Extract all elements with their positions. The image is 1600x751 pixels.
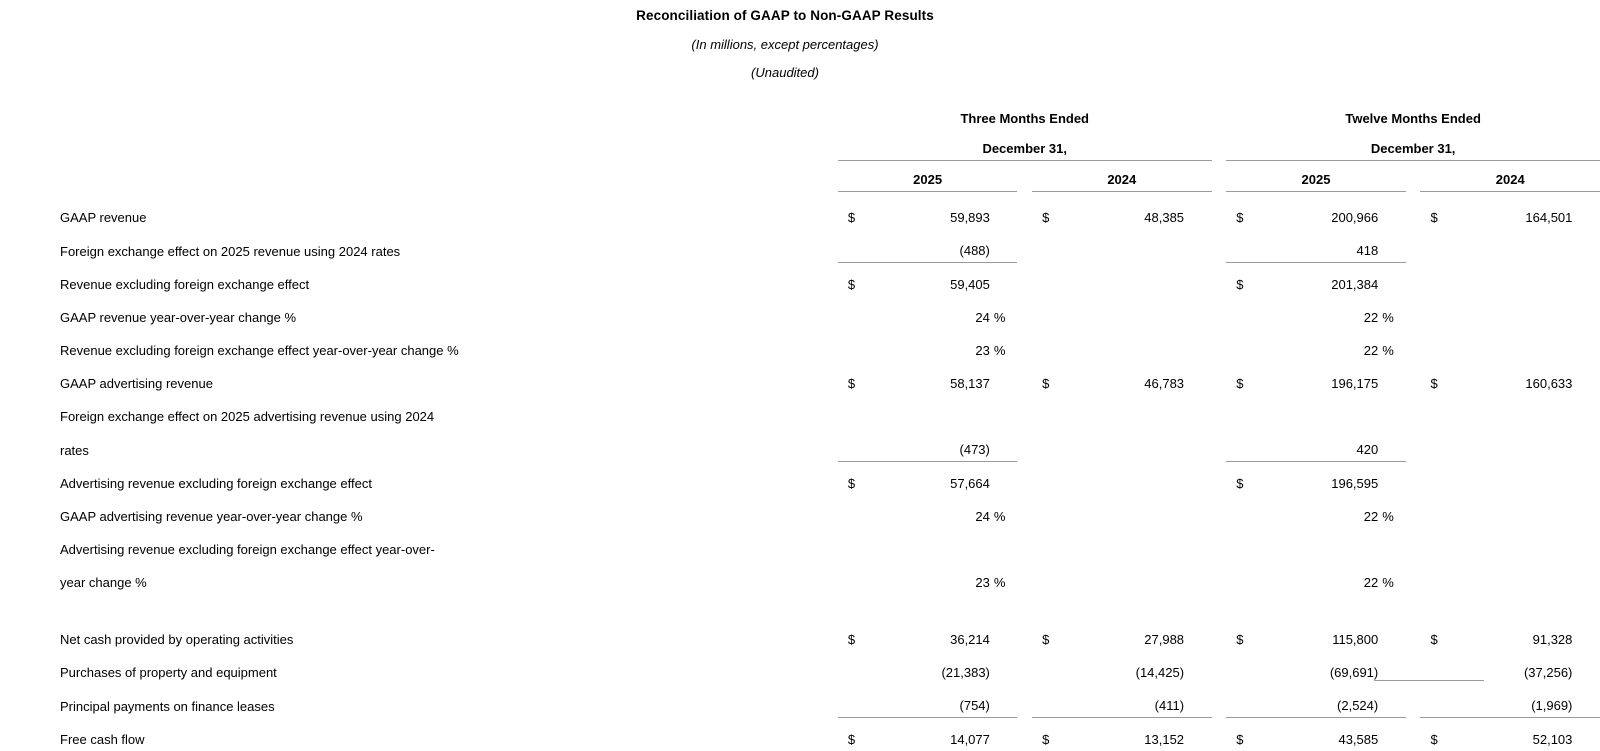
cell-percent <box>1184 395 1211 428</box>
cell-currency <box>1226 229 1268 263</box>
cell-percent: % <box>990 561 1017 594</box>
cell-currency: $ <box>1226 718 1268 751</box>
cell-value: (2,524) <box>1268 684 1378 718</box>
cell-percent <box>1572 362 1600 395</box>
cell-value: (14,425) <box>1074 651 1184 684</box>
cell-value <box>1268 528 1378 561</box>
cell-percent <box>1378 528 1405 561</box>
cell-percent <box>990 528 1017 561</box>
cell-percent: % <box>1378 329 1405 362</box>
cell-value: 115,800 <box>1268 618 1378 651</box>
cell-currency: $ <box>1420 362 1462 395</box>
cell-value: 46,783 <box>1074 362 1184 395</box>
cell-percent <box>1378 684 1405 718</box>
cell-percent <box>1184 329 1211 362</box>
cell-percent <box>1572 684 1600 718</box>
cell-currency <box>1032 296 1074 329</box>
cell-percent <box>1184 362 1211 395</box>
title-block <box>0 0 1600 83</box>
row-label-continuation: year change % <box>0 561 823 594</box>
cell-currency <box>1032 651 1074 684</box>
cell-value: (754) <box>880 684 990 718</box>
cell-percent <box>1184 428 1211 462</box>
cell-percent <box>990 229 1017 263</box>
cell-currency: $ <box>1226 462 1268 496</box>
cell-value: (411) <box>1074 684 1184 718</box>
table-row <box>0 528 1600 561</box>
cell-value: 48,385 <box>1074 196 1184 229</box>
cell-currency <box>1420 296 1462 329</box>
cell-currency <box>838 329 880 362</box>
table-row <box>0 561 1600 594</box>
cell-value: 200,966 <box>1268 196 1378 229</box>
cell-currency <box>1032 263 1074 297</box>
cell-value: 59,405 <box>880 263 990 297</box>
cell-percent <box>1184 462 1211 496</box>
cell-value: 22 <box>1268 561 1378 594</box>
cell-currency <box>1226 296 1268 329</box>
cell-percent: % <box>990 495 1017 528</box>
cell-percent: % <box>1378 296 1405 329</box>
cell-value: 24 <box>880 495 990 528</box>
cell-percent <box>1572 263 1600 297</box>
cell-percent <box>1184 618 1211 651</box>
cell-value: (69,691) <box>1268 651 1378 684</box>
cell-value <box>1463 462 1573 496</box>
cell-value: 23 <box>880 561 990 594</box>
cell-value: 22 <box>1268 296 1378 329</box>
cell-value <box>1074 495 1184 528</box>
cell-percent <box>1572 462 1600 496</box>
section-separator <box>0 594 1600 618</box>
cell-percent <box>1378 196 1405 229</box>
cell-currency: $ <box>1032 718 1074 751</box>
cell-value: (473) <box>880 428 990 462</box>
table-row <box>0 495 1600 528</box>
col-header-y-2024: 2024 <box>1420 161 1600 192</box>
col-header-q-2025: 2025 <box>838 161 1017 192</box>
cell-currency <box>1032 561 1074 594</box>
table-row <box>0 196 1600 229</box>
cell-value <box>1074 462 1184 496</box>
cell-currency <box>838 395 880 428</box>
cell-currency <box>1420 561 1462 594</box>
cell-currency <box>1032 684 1074 718</box>
row-label: Foreign exchange effect on 2025 revenue using 2024 rates <box>0 229 823 263</box>
cell-currency <box>1420 684 1462 718</box>
cell-value <box>1074 561 1184 594</box>
cell-value: 36,214 <box>880 618 990 651</box>
cell-percent <box>990 196 1017 229</box>
cell-currency: $ <box>1420 618 1462 651</box>
row-label: Principal payments on finance leases <box>0 684 823 718</box>
cell-currency: $ <box>838 362 880 395</box>
cell-value: (488) <box>880 229 990 263</box>
cell-value: 420 <box>1268 428 1378 462</box>
cell-value <box>1463 495 1573 528</box>
cell-currency <box>838 296 880 329</box>
cell-currency <box>1226 329 1268 362</box>
cell-value <box>1463 296 1573 329</box>
cell-value <box>1074 428 1184 462</box>
cell-percent <box>1572 618 1600 651</box>
cell-percent <box>1572 718 1600 751</box>
cell-currency <box>838 561 880 594</box>
cell-value: (37,256) <box>1463 651 1573 684</box>
cell-percent <box>1184 528 1211 561</box>
cell-value <box>1463 329 1573 362</box>
table-row <box>0 684 1600 718</box>
cell-currency: $ <box>1032 196 1074 229</box>
units-note: (In millions, except percentages) <box>0 35 1600 55</box>
table-row <box>0 428 1600 462</box>
cell-value <box>1463 528 1573 561</box>
cell-currency <box>1420 229 1462 263</box>
cell-percent <box>1184 561 1211 594</box>
header-group-row <box>0 100 1600 128</box>
closing-double-rule-partial <box>1374 680 1484 684</box>
cell-value: 91,328 <box>1463 618 1573 651</box>
cell-percent <box>1378 428 1405 462</box>
cell-currency: $ <box>838 263 880 297</box>
cell-percent <box>1572 229 1600 263</box>
cell-percent <box>1184 196 1211 229</box>
table-row <box>0 395 1600 428</box>
col-header-y-2025: 2025 <box>1226 161 1405 192</box>
cell-value: 13,152 <box>1074 718 1184 751</box>
cell-percent <box>1378 362 1405 395</box>
table-row <box>0 229 1600 263</box>
cell-currency <box>1420 428 1462 462</box>
cell-value <box>1074 296 1184 329</box>
row-label: Advertising revenue excluding foreign exchange effect year-over- <box>0 528 823 561</box>
cell-currency: $ <box>1226 263 1268 297</box>
row-label-continuation: rates <box>0 428 823 462</box>
cell-value: 23 <box>880 329 990 362</box>
cell-value: 196,595 <box>1268 462 1378 496</box>
cell-currency <box>1032 495 1074 528</box>
cell-percent <box>990 263 1017 297</box>
cell-currency <box>1226 528 1268 561</box>
cell-percent <box>1184 495 1211 528</box>
cell-currency <box>1420 462 1462 496</box>
cell-currency <box>1226 395 1268 428</box>
cell-value: 160,633 <box>1463 362 1573 395</box>
cell-currency <box>1420 263 1462 297</box>
row-label: GAAP advertising revenue <box>0 362 823 395</box>
table-body <box>0 196 1600 751</box>
cell-currency <box>1032 428 1074 462</box>
cell-value: (1,969) <box>1463 684 1573 718</box>
cell-value: 59,893 <box>880 196 990 229</box>
cell-percent <box>1378 395 1405 428</box>
row-label: Free cash flow <box>0 718 823 751</box>
cell-percent: % <box>1378 561 1405 594</box>
cell-percent <box>1184 263 1211 297</box>
cell-currency <box>1032 462 1074 496</box>
table-header <box>0 100 1600 196</box>
cell-value <box>1463 395 1573 428</box>
cell-currency: $ <box>838 718 880 751</box>
cell-currency: $ <box>1032 362 1074 395</box>
cell-percent <box>990 362 1017 395</box>
cell-value <box>1463 428 1573 462</box>
cell-currency: $ <box>1420 196 1462 229</box>
cell-percent <box>1572 395 1600 428</box>
table-row <box>0 462 1600 496</box>
cell-percent <box>1184 296 1211 329</box>
cell-percent: % <box>990 296 1017 329</box>
header-date-row <box>0 128 1600 161</box>
header-year-row <box>0 161 1600 192</box>
cell-currency: $ <box>838 196 880 229</box>
cell-percent <box>1378 229 1405 263</box>
cell-currency <box>838 495 880 528</box>
row-label: Revenue excluding foreign exchange effect year-over-year change % <box>0 329 823 362</box>
table-row <box>0 296 1600 329</box>
cell-value <box>1074 329 1184 362</box>
cell-percent <box>990 651 1017 684</box>
cell-value <box>880 528 990 561</box>
cell-percent <box>1184 718 1211 751</box>
cell-currency <box>1420 329 1462 362</box>
cell-percent: % <box>1378 495 1405 528</box>
cell-value: 58,137 <box>880 362 990 395</box>
cell-currency: $ <box>1226 618 1268 651</box>
cell-value <box>1074 229 1184 263</box>
cell-percent <box>1378 718 1405 751</box>
group-twelve-months-label: Twelve Months Ended <box>1226 100 1600 128</box>
row-label: Foreign exchange effect on 2025 advertising revenue using 2024 <box>0 395 823 428</box>
cell-value: 201,384 <box>1268 263 1378 297</box>
table-row <box>0 362 1600 395</box>
cell-currency <box>838 229 880 263</box>
row-label: GAAP revenue <box>0 196 823 229</box>
audit-note: (Unaudited) <box>0 63 1600 83</box>
cell-value <box>1074 395 1184 428</box>
cell-value: (21,383) <box>880 651 990 684</box>
cell-percent <box>1572 561 1600 594</box>
cell-currency <box>1420 528 1462 561</box>
cell-value: 196,175 <box>1268 362 1378 395</box>
cell-percent <box>990 618 1017 651</box>
cell-percent <box>990 462 1017 496</box>
page-title: Reconciliation of GAAP to Non-GAAP Results <box>0 6 1600 26</box>
cell-currency <box>1032 528 1074 561</box>
cell-percent <box>1572 528 1600 561</box>
cell-percent <box>1572 296 1600 329</box>
cell-percent <box>990 428 1017 462</box>
cell-percent <box>990 395 1017 428</box>
cell-value <box>1268 395 1378 428</box>
cell-percent <box>1572 495 1600 528</box>
cell-percent <box>1572 329 1600 362</box>
cell-value: 14,077 <box>880 718 990 751</box>
cell-currency <box>1226 651 1268 684</box>
row-label: GAAP revenue year-over-year change % <box>0 296 823 329</box>
cell-currency <box>1226 495 1268 528</box>
table-row <box>0 263 1600 297</box>
cell-percent <box>990 684 1017 718</box>
row-label: GAAP advertising revenue year-over-year change % <box>0 495 823 528</box>
cell-currency: $ <box>1032 618 1074 651</box>
cell-currency: $ <box>1226 362 1268 395</box>
cell-value <box>1463 263 1573 297</box>
group-three-months-label: Three Months Ended <box>838 100 1212 128</box>
cell-value <box>1463 229 1573 263</box>
cell-percent <box>1378 462 1405 496</box>
cell-percent <box>1572 651 1600 684</box>
cell-value: 22 <box>1268 329 1378 362</box>
cell-percent <box>1572 196 1600 229</box>
group-twelve-months-date: December 31, <box>1226 128 1600 161</box>
cell-currency <box>1032 229 1074 263</box>
row-label: Revenue excluding foreign exchange effect <box>0 263 823 297</box>
cell-percent <box>1378 263 1405 297</box>
cell-currency <box>1420 395 1462 428</box>
cell-currency <box>1226 561 1268 594</box>
cell-value: 22 <box>1268 495 1378 528</box>
cell-currency: $ <box>838 462 880 496</box>
cell-percent: % <box>990 329 1017 362</box>
table-row <box>0 618 1600 651</box>
cell-value: 52,103 <box>1463 718 1573 751</box>
cell-percent <box>990 718 1017 751</box>
table-row <box>0 329 1600 362</box>
cell-currency <box>1226 428 1268 462</box>
row-label: Advertising revenue excluding foreign exchange effect <box>0 462 823 496</box>
cell-currency: $ <box>1226 196 1268 229</box>
group-three-months-date: December 31, <box>838 128 1212 161</box>
cell-currency: $ <box>838 618 880 651</box>
cell-percent <box>1184 684 1211 718</box>
cell-value: 418 <box>1268 229 1378 263</box>
col-header-q-2024: 2024 <box>1032 161 1211 192</box>
cell-value: 57,664 <box>880 462 990 496</box>
cell-currency <box>838 684 880 718</box>
cell-value: 43,585 <box>1268 718 1378 751</box>
table-row <box>0 651 1600 684</box>
cell-currency <box>1226 684 1268 718</box>
cell-value: 164,501 <box>1463 196 1573 229</box>
cell-value <box>880 395 990 428</box>
cell-value <box>1074 263 1184 297</box>
cell-value: 27,988 <box>1074 618 1184 651</box>
cell-currency <box>1032 329 1074 362</box>
reconciliation-table <box>0 100 1600 751</box>
cell-value: 24 <box>880 296 990 329</box>
cell-value <box>1463 561 1573 594</box>
cell-currency <box>838 428 880 462</box>
cell-currency <box>838 528 880 561</box>
cell-currency <box>1420 495 1462 528</box>
cell-currency <box>1032 395 1074 428</box>
cell-percent <box>1184 651 1211 684</box>
cell-percent <box>1184 229 1211 263</box>
cell-percent <box>1378 618 1405 651</box>
cell-currency: $ <box>1420 718 1462 751</box>
cell-value <box>1074 528 1184 561</box>
cell-percent <box>1572 428 1600 462</box>
row-label: Net cash provided by operating activities <box>0 618 823 651</box>
table-row <box>0 718 1600 751</box>
row-label: Purchases of property and equipment <box>0 651 823 684</box>
cell-currency <box>838 651 880 684</box>
